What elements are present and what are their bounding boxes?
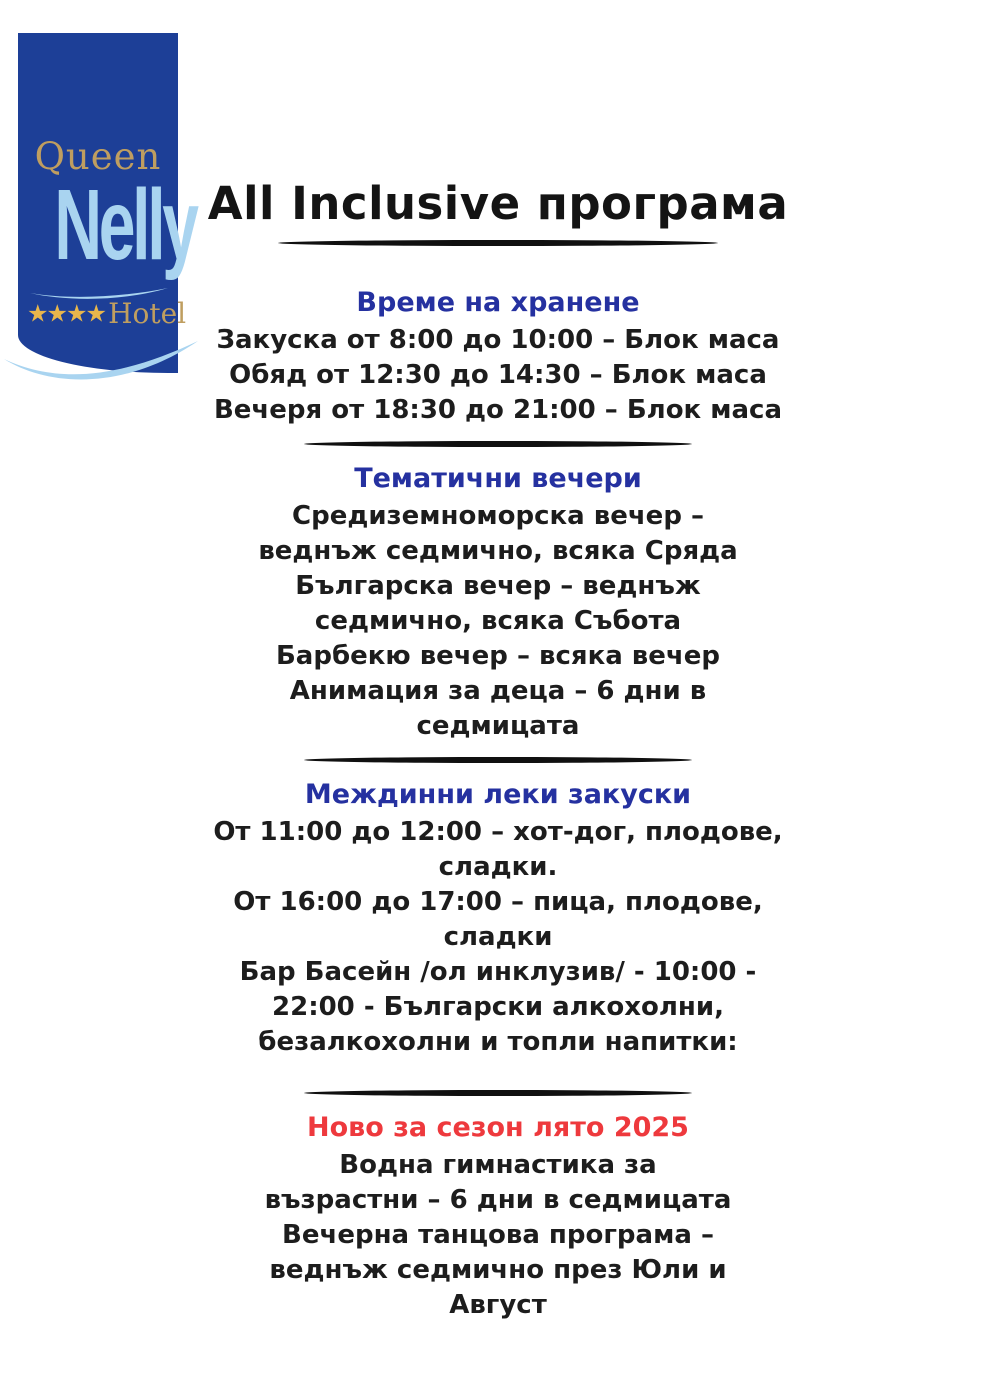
body-line: От 11:00 до 12:00 – хот-дог, плодове, <box>213 816 783 847</box>
section-light-snacks <box>203 778 793 1060</box>
body-line: седмично, всяка Събота <box>314 605 682 636</box>
body-line: От 16:00 до 17:00 – пица, плодове, <box>233 886 763 917</box>
body-line: Закуска от 8:00 до 10:00 – Блок маса <box>216 324 780 355</box>
section-divider <box>304 441 692 447</box>
logo-hotel-text: Hotel <box>108 297 187 330</box>
section-heading: Междинни леки закуски <box>304 778 692 810</box>
body-line: Август <box>449 1289 547 1320</box>
body-line: веднъж седмично през Юли и <box>269 1254 727 1285</box>
logo-stars-row <box>27 297 187 330</box>
body-line: Барбекю вечер – всяка вечер <box>275 640 720 671</box>
body-line: Бар Басейн /ол инклузив/ - 10:00 - <box>239 956 757 987</box>
logo-nelly-text: Nelly <box>54 169 196 281</box>
body-line: Българска вечер – веднъж <box>295 570 701 601</box>
section-meal-times <box>203 286 793 428</box>
body-line: сладки <box>443 921 553 952</box>
body-line: седмицата <box>416 710 580 741</box>
section-heading: Време на хранене <box>356 286 640 318</box>
section-divider <box>304 757 692 763</box>
body-line: безалкохолни и топли напитки: <box>258 1026 738 1057</box>
logo-queen-text: Queen <box>34 135 162 178</box>
spacer <box>203 246 793 286</box>
body-line: веднъж седмично, всяка Сряда <box>258 535 738 566</box>
body-line: възрастни – 6 дни в седмицата <box>264 1184 732 1215</box>
logo-wave-icon <box>4 333 200 395</box>
body-line: Обяд от 12:30 до 14:30 – Блок маса <box>229 359 767 390</box>
body-line: Вечерна танцова програма – <box>282 1219 714 1250</box>
body-line: Анимация за деца – 6 дни в <box>289 675 707 706</box>
star-rating-icon: ★★★★ <box>27 299 106 328</box>
program-document <box>203 178 793 1323</box>
body-line: Вечеря от 18:30 до 21:00 – Блок маса <box>213 394 783 425</box>
body-line: 22:00 - Български алкохолни, <box>272 991 724 1022</box>
logo-nelly-wrap <box>18 169 196 281</box>
section-new-season-2025 <box>203 1111 793 1323</box>
body-line: Средиземноморска вечер – <box>292 500 704 531</box>
body-line: Водна гимнастика за <box>339 1149 657 1180</box>
section-divider <box>304 1090 692 1096</box>
hotel-logo <box>18 33 196 373</box>
page-title: All Inclusive програма <box>207 177 789 230</box>
section-themed-evenings <box>203 462 793 744</box>
section-heading: Тематични вечери <box>354 462 642 494</box>
section-heading-red: Ново за сезон лято 2025 <box>307 1111 689 1143</box>
body-line: сладки. <box>438 851 558 882</box>
